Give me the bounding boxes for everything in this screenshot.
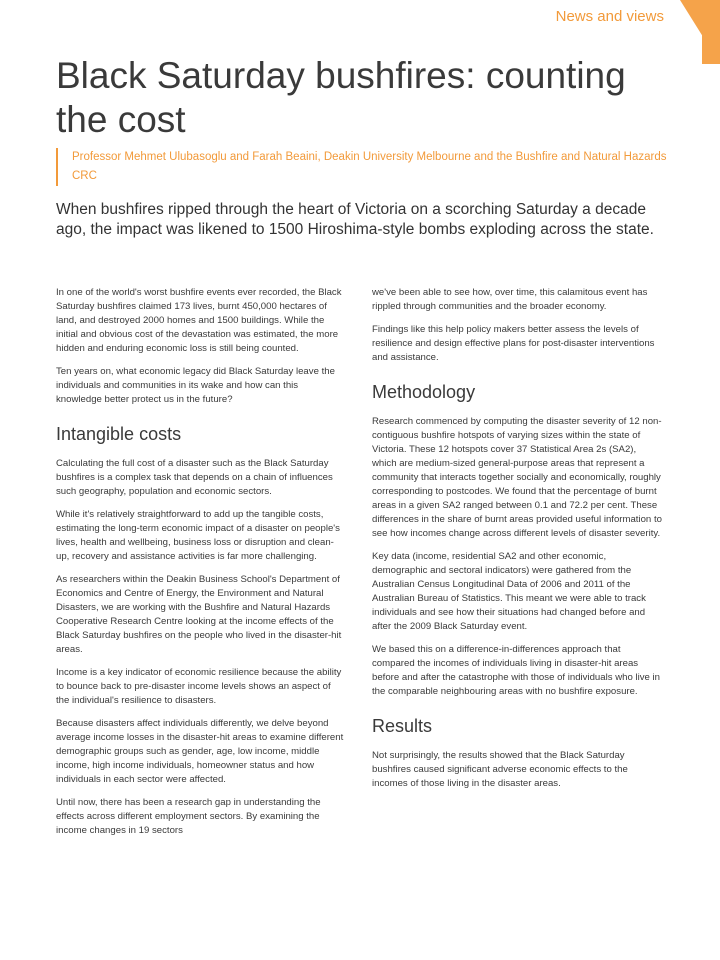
section-heading-intangible-costs: Intangible costs bbox=[56, 424, 182, 444]
article-title: Black Saturday bushfires: counting the cost bbox=[56, 55, 626, 140]
paragraph: In one of the world's worst bushfire events ever recorded, the Black Saturday bushfires claimed 173 lives, burnt 450,000 hectares of land, and destroyed 2000 homes and 1500 buildings. While the initial and obvious cost of the devastation was estimated, the more hidden and enduring economic loss is still being counted. bbox=[56, 287, 342, 354]
paragraph: As researchers within the Deakin Business School's Department of Economics and Centre of Energy, the Environment and Natural Disasters, we are working with the Bushfire and Natural Hazards Cooperative Research Centre looking at the income effects of the Black Saturday bushfires on the people who lived in the disaster-hit areas. bbox=[56, 574, 342, 655]
article-lead: When bushfires ripped through the heart of Victoria on a scorching Saturday a decade ago, the impact was likened to 1500 Hiroshima-style bombs exploding across the state. bbox=[56, 201, 654, 238]
paragraph: Until now, there has been a research gap in understanding the effects across different employment sectors. By examining the income changes in 19 sectors bbox=[56, 797, 321, 836]
section-heading-results: Results bbox=[372, 716, 433, 736]
paragraph: We based this on a difference-in-differences approach that compared the incomes of individuals living in disaster-hit areas before and after the catastrophe with those of individuals who live in the comparable neighbouring areas with no bushfire exposure. bbox=[372, 644, 660, 697]
paragraph: Because disasters affect individuals differently, we delve beyond average income losses in the disaster-hit areas to examine different demographic groups such as gender, age, low income, middle income, high income individuals, homeowner status and how individuals in each sector were affected. bbox=[56, 718, 344, 785]
paragraph: Ten years on, what economic legacy did Black Saturday leave the individuals and communities in its wake and how can this knowledge better protect us in the future? bbox=[56, 366, 335, 405]
paragraph: Calculating the full cost of a disaster such as the Black Saturday bushfires is a complex task that depends on a chain of influences such geography, population and economic sectors. bbox=[56, 458, 333, 497]
right-column bbox=[372, 286, 662, 800]
paragraph: Key data (income, residential SA2 and other economic, demographic and sectoral indicators) were gathered from the Australian Census Longitudinal Data of 2006 and 2011 of the Australian Bureau of Statistics. This meant we were able to track individuals and see how their situations had changed before and after the 2009 Black Saturday event. bbox=[372, 551, 646, 632]
paragraph: Income is a key indicator of economic resilience because the ability to bounce back to pre-disaster income levels shows an aspect of the individual's resilience to disasters. bbox=[56, 667, 342, 706]
paragraph: Findings like this help policy makers better assess the levels of resilience and design effective plans for post-disaster interventions and assistance. bbox=[372, 324, 655, 363]
article-authors: Professor Mehmet Ulubasoglu and Farah Beaini, Deakin University Melbourne and the Bushfire and Natural Hazards CRC bbox=[56, 148, 682, 186]
section-heading-methodology: Methodology bbox=[372, 382, 476, 402]
paragraph: we've been able to see how, over time, this calamitous event has rippled through communities and the broader economy. bbox=[372, 287, 648, 312]
section-tag: News and views bbox=[555, 8, 664, 25]
left-column bbox=[56, 286, 346, 847]
corner-accent-triangle bbox=[680, 0, 720, 64]
paragraph: While it's relatively straightforward to add up the tangible costs, estimating the long-term economic impact of a disaster on people's lives, health and wellbeing, business loss or disruption and clean-up, recovery and assistance activities is far more challenging. bbox=[56, 509, 340, 562]
paragraph: Not surprisingly, the results showed that the Black Saturday bushfires caused significant adverse economic effects to the incomes of those living in the disaster areas. bbox=[372, 750, 628, 789]
paragraph: Research commenced by computing the disaster severity of 12 non-contiguous bushfire hotspots of varying sizes within the state of Victoria. These 12 hotspots cover 37 Statistical Area 2s (SA2), which are medium-sized general-purpose areas that represent a community that interacts together socially and economically, roughly corresponding to postcodes. We found that the percentage of burnt areas in a given SA2 ranged between 0.1 and 72.2 per cent. These differences in the share of burnt areas provided useful information to see how incomes change across different levels of disaster severity. bbox=[372, 416, 662, 539]
